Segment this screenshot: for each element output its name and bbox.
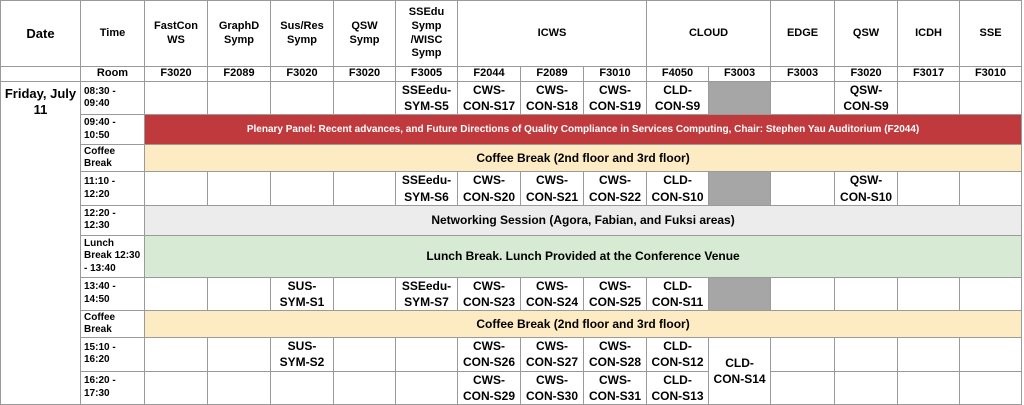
schedule-row (1, 235, 1022, 277)
empty-cell (208, 277, 271, 310)
session-cell[interactable]: SSEedu-SYM-S5 (396, 82, 458, 115)
room-label: Room (81, 67, 145, 82)
session-cell[interactable]: CWS-CON-S24 (521, 277, 584, 310)
empty-cell (771, 371, 835, 404)
coffee-break-banner: Coffee Break (2nd floor and 3rd floor) (145, 145, 1022, 172)
empty-cell (835, 371, 898, 404)
track-header-ssedu: SSEdu Symp /WISC Symp (396, 1, 458, 67)
empty-cell (771, 277, 835, 310)
empty-cell (334, 172, 396, 205)
empty-cell (960, 338, 1022, 371)
session-cell[interactable]: CWS-CON-S19 (584, 82, 647, 115)
empty-cell (898, 371, 960, 404)
session-cell[interactable]: CWS-CON-S21 (521, 172, 584, 205)
empty-cell (960, 371, 1022, 404)
session-cell[interactable]: SSEedu-SYM-S7 (396, 277, 458, 310)
empty-cell (145, 338, 208, 371)
empty-cell (960, 82, 1022, 115)
networking-session-banner: Networking Session (Agora, Fabian, and Fuksi areas) (145, 205, 1022, 235)
plenary-panel-banner[interactable]: Plenary Panel: Recent advances, and Future Directions of Quality Compliance in Services Computing, Chair: Stephen Yau Auditorium (F2044) (145, 115, 1022, 145)
room-cell: F2089 (208, 67, 271, 82)
session-cell[interactable]: CWS-CON-S22 (584, 172, 647, 205)
unavailable-cell (709, 172, 771, 205)
empty-cell (898, 277, 960, 310)
session-cell[interactable]: CLD-CON-S12 (647, 338, 709, 371)
empty-cell (898, 82, 960, 115)
room-cell: F3017 (898, 67, 960, 82)
time-cell: 13:40 - 14:50 (81, 277, 145, 310)
schedule-row (1, 145, 1022, 172)
track-header-fastcon: FastCon WS (145, 1, 208, 67)
session-cell[interactable]: CLD-CON-S10 (647, 172, 709, 205)
empty-cell (145, 371, 208, 404)
empty-cell (334, 82, 396, 115)
room-cell: F3010 (584, 67, 647, 82)
time-cell: 09:40 - 10:50 (81, 115, 145, 145)
date-cell: Friday, July 11 (1, 82, 81, 405)
empty-cell (835, 277, 898, 310)
session-cell[interactable]: CWS-CON-S25 (584, 277, 647, 310)
room-cell: F3020 (334, 67, 396, 82)
session-cell[interactable]: SUS-SYM-S2 (271, 338, 334, 371)
track-header-edge: EDGE (771, 1, 835, 67)
room-cell: F3010 (960, 67, 1022, 82)
session-cell[interactable]: CWS-CON-S27 (521, 338, 584, 371)
empty-cell (208, 338, 271, 371)
date-header: Date (1, 1, 81, 67)
room-cell: F4050 (647, 67, 709, 82)
room-cell: F3003 (709, 67, 771, 82)
time-cell: Coffee Break (81, 311, 145, 338)
empty-cell (898, 172, 960, 205)
schedule-row (1, 172, 1022, 205)
empty-cell (271, 82, 334, 115)
schedule-row (1, 338, 1022, 371)
session-cell[interactable]: CWS-CON-S18 (521, 82, 584, 115)
schedule-row (1, 311, 1022, 338)
session-cell[interactable]: CLD-CON-S9 (647, 82, 709, 115)
empty-cell (334, 371, 396, 404)
room-cell: F3020 (271, 67, 334, 82)
header-row (1, 1, 1022, 67)
empty-cell (271, 371, 334, 404)
track-header-cloud: CLOUD (647, 1, 771, 67)
empty-cell (898, 338, 960, 371)
session-cell[interactable]: QSW-CON-S10 (835, 172, 898, 205)
session-cell[interactable]: QSW-CON-S9 (835, 82, 898, 115)
session-cell[interactable]: CWS-CON-S28 (584, 338, 647, 371)
time-cell: 15:10 - 16:20 (81, 338, 145, 371)
track-header-susres: Sus/Res Symp (271, 1, 334, 67)
time-header: Time (81, 1, 145, 67)
time-cell: 11:10 - 12:20 (81, 172, 145, 205)
session-cell[interactable]: SUS-SYM-S1 (271, 277, 334, 310)
time-cell: 08:30 - 09:40 (81, 82, 145, 115)
empty-cell (771, 82, 835, 115)
session-cell[interactable]: CWS-CON-S31 (584, 371, 647, 404)
track-header-icdh: ICDH (898, 1, 960, 67)
unavailable-cell (709, 277, 771, 310)
empty-cell (208, 172, 271, 205)
empty-cell (396, 338, 458, 371)
time-cell: 16:20 - 17:30 (81, 371, 145, 404)
schedule-row (1, 205, 1022, 235)
track-header-qsw-symp: QSW Symp (334, 1, 396, 67)
track-header-icws: ICWS (458, 1, 647, 67)
session-cell[interactable]: CWS-CON-S17 (458, 82, 521, 115)
track-header-graphd: GraphD Symp (208, 1, 271, 67)
room-cell: F3020 (835, 67, 898, 82)
empty-cell (208, 82, 271, 115)
track-header-sse: SSE (960, 1, 1022, 67)
session-cell[interactable]: CWS-CON-S20 (458, 172, 521, 205)
empty-cell (396, 371, 458, 404)
schedule-row (1, 115, 1022, 145)
room-cell: F2044 (458, 67, 521, 82)
time-cell: Coffee Break (81, 145, 145, 172)
room-cell: F3020 (145, 67, 208, 82)
coffee-break-banner: Coffee Break (2nd floor and 3rd floor) (145, 311, 1022, 338)
room-cell: F3005 (396, 67, 458, 82)
schedule-row (1, 82, 1022, 115)
session-cell[interactable]: CLD-CON-S14 (709, 338, 771, 405)
session-cell[interactable]: CWS-CON-S26 (458, 338, 521, 371)
unavailable-cell (709, 82, 771, 115)
session-cell[interactable]: CLD-CON-S13 (647, 371, 709, 404)
empty-cell (145, 82, 208, 115)
empty-cell (145, 277, 208, 310)
session-cell[interactable]: CWS-CON-S30 (521, 371, 584, 404)
time-cell: 12:20 - 12:30 (81, 205, 145, 235)
room-cell: F2089 (521, 67, 584, 82)
time-cell: Lunch Break 12:30 - 13:40 (81, 235, 145, 277)
schedule-row (1, 277, 1022, 310)
empty-cell (771, 172, 835, 205)
empty-cell (334, 277, 396, 310)
session-cell[interactable]: CWS-CON-S23 (458, 277, 521, 310)
empty-cell (145, 172, 208, 205)
room-row (1, 67, 1022, 82)
session-cell[interactable]: CWS-CON-S29 (458, 371, 521, 404)
lunch-break-banner: Lunch Break. Lunch Provided at the Conference Venue (145, 235, 1022, 277)
empty-cell (334, 338, 396, 371)
empty-cell (835, 338, 898, 371)
session-cell[interactable]: CLD-CON-S11 (647, 277, 709, 310)
track-header-qsw: QSW (835, 1, 898, 67)
empty-cell (271, 172, 334, 205)
empty-cell (208, 371, 271, 404)
empty-cell (771, 338, 835, 371)
empty-cell (960, 277, 1022, 310)
empty-cell (960, 172, 1022, 205)
schedule-row (1, 371, 1022, 404)
room-date-spacer (1, 67, 81, 82)
room-cell: F3003 (771, 67, 835, 82)
session-cell[interactable]: SSEedu-SYM-S6 (396, 172, 458, 205)
